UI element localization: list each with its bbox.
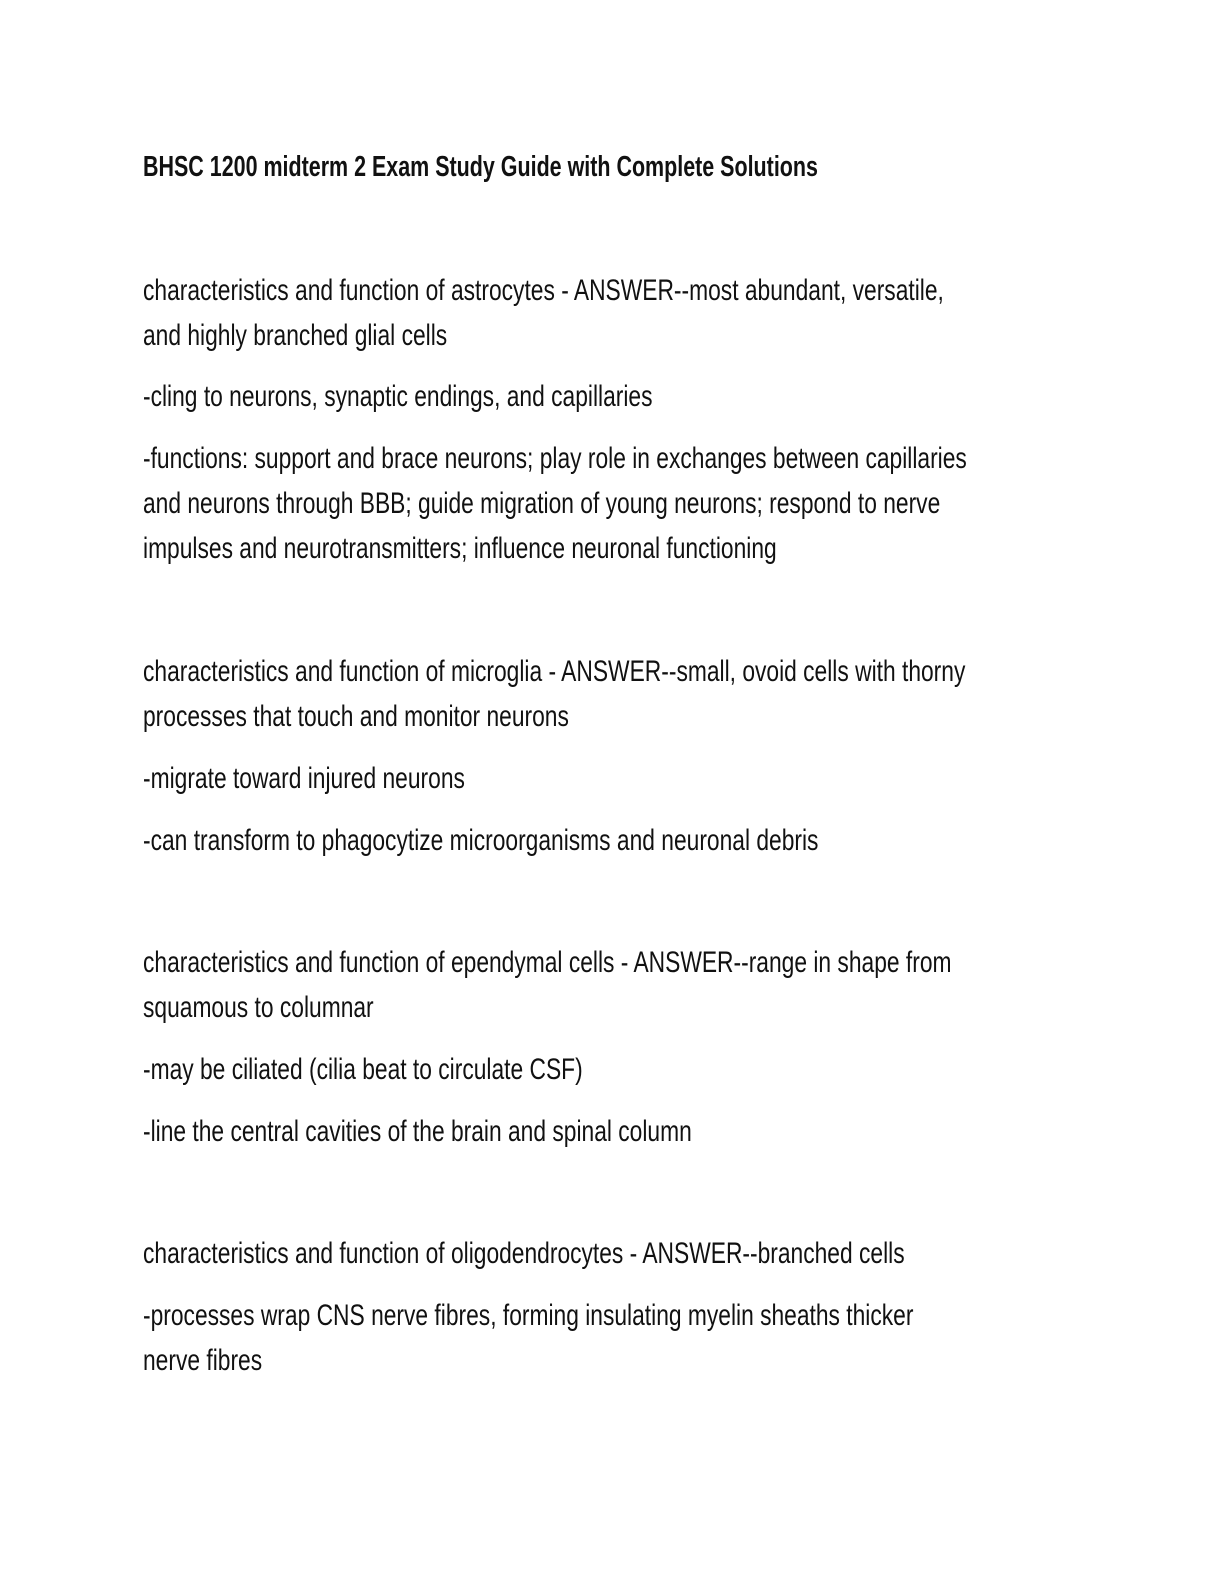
text-line: characteristics and function of oligodendrocytes - ANSWER--branched cells [143, 1237, 905, 1270]
text-line: impulses and neurotransmitters; influence neuronal functioning [143, 532, 777, 565]
text-line: -functions: support and brace neurons; play role in exchanges between capillaries [143, 442, 967, 475]
text-line: and highly branched glial cells [143, 319, 448, 352]
text-line: -can transform to phagocytize microorganisms and neuronal debris [143, 824, 819, 857]
text-line: -migrate toward injured neurons [143, 762, 465, 795]
text-line: squamous to columnar [143, 991, 374, 1024]
text-line: -cling to neurons, synaptic endings, and capillaries [143, 380, 653, 413]
text-line: -may be ciliated (cilia beat to circulate CSF) [143, 1053, 583, 1086]
text-line: and neurons through BBB; guide migration of young neurons; respond to nerve [143, 487, 941, 520]
text-line: characteristics and function of ependymal cells - ANSWER--range in shape from [143, 946, 952, 979]
text-line: processes that touch and monitor neurons [143, 700, 569, 733]
document-title: BHSC 1200 midterm 2 Exam Study Guide with Complete Solutions [143, 151, 818, 183]
text-line: -line the central cavities of the brain and spinal column [143, 1115, 692, 1148]
text-line: characteristics and function of astrocytes - ANSWER--most abundant, versatile, [143, 274, 944, 307]
text-line: nerve fibres [143, 1344, 263, 1377]
text-line: characteristics and function of microglia - ANSWER--small, ovoid cells with thorny [143, 655, 966, 688]
text-line: -processes wrap CNS nerve fibres, forming insulating myelin sheaths thicker [143, 1299, 914, 1332]
